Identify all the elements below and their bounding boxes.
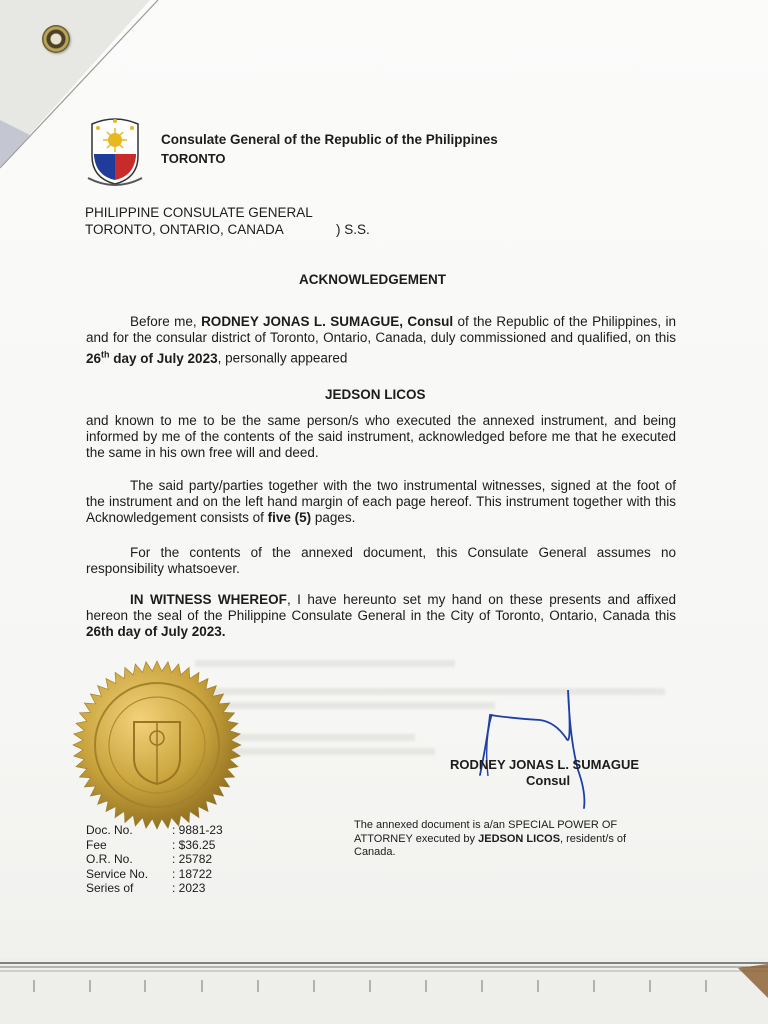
fee-label: O.R. No.	[86, 852, 133, 867]
consulate-seal-logo	[84, 116, 146, 188]
fee-value: : 2023	[172, 881, 206, 896]
grommet-icon	[42, 25, 70, 53]
signatory-name: RODNEY JONAS L. SUMAGUE	[450, 757, 640, 772]
venue-ss: ) S.S.	[336, 222, 370, 237]
document-heading: ACKNOWLEDGEMENT	[299, 272, 446, 287]
paragraph-1: Before me, RODNEY JONAS L. SUMAGUE, Consul of the Republic of the Philippines, in and for the consular district of Toronto, Ontario, Canada, duly commissioned and qualified, on this 26th day of July 2023, personally appeared	[86, 314, 677, 366]
fee-value: : 25782	[172, 852, 213, 867]
consulate-name: Consulate General of the Republic of the Philippines	[161, 132, 498, 147]
paragraph-3: The said party/parties together with the two instrumental witnesses, signed at the foot of the instrument and on the left hand margin of each page hereof. This instrument together with this Acknowledgement consists of five (5) pages.	[86, 478, 676, 525]
fee-label: Service No.	[86, 866, 149, 881]
venue-line-2: TORONTO, ONTARIO, CANADA	[85, 222, 284, 237]
consul-signature	[470, 680, 600, 810]
paragraph-2: and known to me to be the same person/s who executed the annexed instrument, and being informed by me of the contents of the said instrument, acknowledged before me that he executed the same in his own free will and deed.	[86, 413, 676, 460]
venue-line-1: PHILIPPINE CONSULATE GENERAL	[85, 205, 313, 220]
fee-value: : 18722	[172, 866, 213, 881]
fee-value: : 9881-23	[172, 823, 223, 837]
page-stack-edge	[0, 958, 768, 1024]
fee-value: : $36.25	[172, 837, 216, 852]
fee-label: Fee	[86, 837, 107, 852]
fee-label: Doc. No.	[86, 823, 133, 837]
paragraph-4: For the contents of the annexed document, this Consulate General assumes no responsibility whatsoever.	[86, 545, 676, 576]
gold-seal-icon	[72, 660, 242, 830]
consulate-city: TORONTO	[161, 151, 226, 166]
paragraph-5: IN WITNESS WHEREOF, I have hereunto set my hand on these presents and affixed hereon the seal of the Philippine Consulate General in the City of Toronto, Ontario, Canada this 26th day of July 2023.	[86, 592, 677, 639]
fee-label: Series of	[86, 881, 134, 896]
appearing-party: JEDSON LICOS	[325, 387, 426, 402]
signatory-title: Consul	[526, 773, 571, 788]
annex-note: The annexed document is a/an SPECIAL POWER OF ATTORNEY executed by JEDSON LICOS, resident/s of Canada.	[354, 819, 627, 858]
